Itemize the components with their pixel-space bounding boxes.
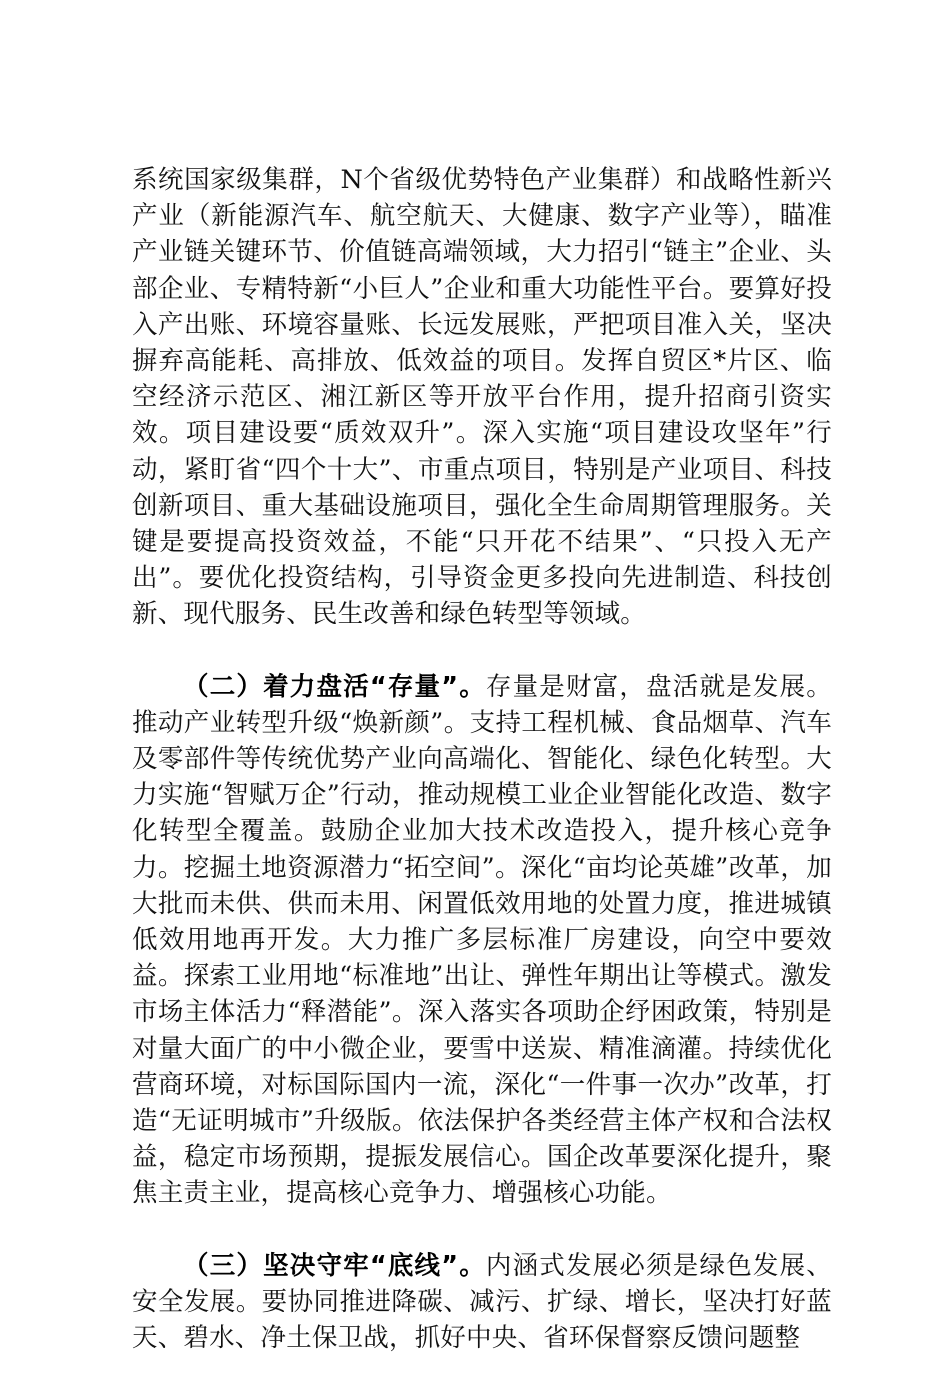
document-body bbox=[132, 162, 832, 1392]
section-heading-2: （二）着力盘活“存量”。 bbox=[183, 671, 486, 702]
paragraph-3-text: 内涵式发展必须是绿色发展、安全发展。要协同推进降碳、减污、扩绿、增长，坚决打好蓝天、碧水、净土保卫战，抓好中央、省环保督察反馈问题整 bbox=[132, 1250, 832, 1354]
paragraph-1 bbox=[132, 162, 832, 633]
paragraph-2-text: 存量是财富，盘活就是发展。推动产业转型升级“焕新颜”。支持工程机械、食品烟草、汽车及零部件等传统优势产业向高端化、智能化、绿色化转型。大力实施“智赋万企”行动，推动规模工业企业智能化改造、数字化转型全覆盖。鼓励企业加大技术改造投入，提升核心竞争力。挖掘土地资源潜力“拓空间”。深化“亩均论英雄”改革，加大批而未供、供而未用、闲置低效用地的处置力度，推进城镇低效用地再开发。大力推广多层标准厂房建设，向空中要效益。探索工业用地“标准地”出让、弹性年期出让等模式。激发市场主体活力“释潜能”。深入落实各项助企纾困政策，特别是对量大面广的中小微企业，要雪中送炭、精准滴灌。持续优化营商环境，对标国际国内一流，深化“一件事一次办”改革，打造“无证明城市”升级版。依法保护各类经营主体产权和合法权益，稳定市场预期，提振发展信心。国企改革要深化提升，聚焦主责主业，提高核心竞争力、增强核心功能。 bbox=[132, 671, 832, 1209]
section-heading-3: （三）坚决守牢“底线”。 bbox=[183, 1250, 486, 1281]
paragraph-2 bbox=[132, 669, 832, 1212]
paragraph-3 bbox=[132, 1248, 832, 1357]
paragraph-1-text: 系统国家级集群，N个省级优势特色产业集群）和战略性新兴产业（新能源汽车、航空航天、大健康、数字产业等），瞄准产业链关键环节、价值链高端领域，大力招引“链主”企业、头部企业、专精特新“小巨人”企业和重大功能性平台。要算好投入产出账、环境容量账、长远发展账，严把项目准入关，坚决摒弃高能耗、高排放、低效益的项目。发挥自贸区*片区、临空经济示范区、湘江新区等开放平台作用，提升招商引资实效。项目建设要“质效双升”。深入实施“项目建设攻坚年”行动，紧盯省“四个十大”、市重点项目，特别是产业项目、科技创新项目、重大基础设施项目，强化全生命周期管理服务。关键是要提高投资效益，不能“只开花不结果”、“只投入无产出”。要优化投资结构，引导资金更多投向先进制造、科技创新、现代服务、民生改善和绿色转型等领域。 bbox=[132, 165, 832, 630]
